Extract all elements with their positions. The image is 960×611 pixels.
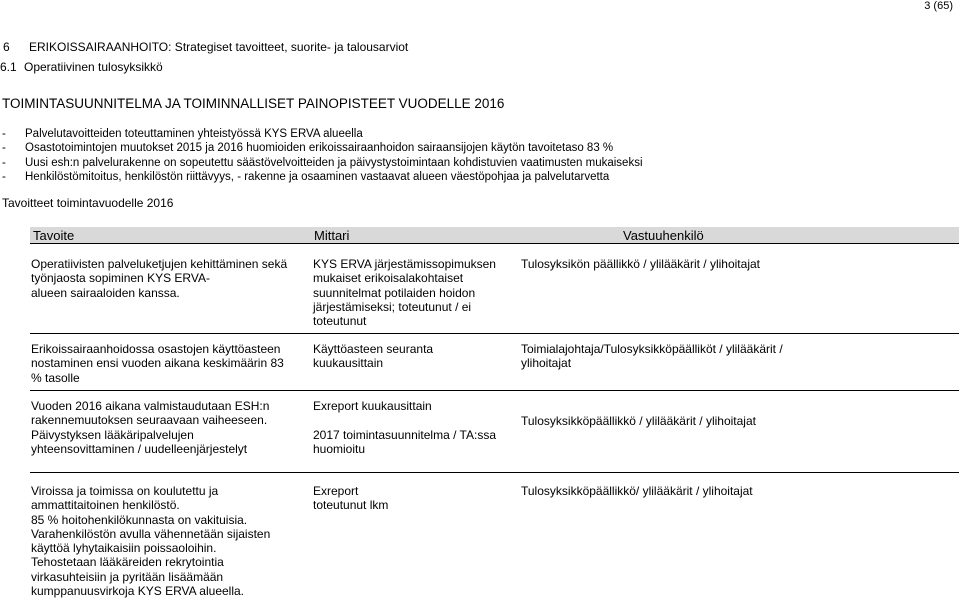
goals-title: Tavoitteet toimintavuodelle 2016: [2, 196, 174, 210]
priority-bullet-list: [2, 127, 643, 185]
list-item: - Palvelutavoitteiden toteuttaminen yhteistyössä KYS ERVA alueella: [2, 128, 363, 140]
list-item: - Osastotoimintojen muutokset 2015 ja 2016 huomioiden erikoissairaanhoidon sairaansijojen käytön tavoitetaso 83 %: [2, 142, 614, 155]
section-title: TOIMINTASUUNNITELMA JA TOIMINNALLISET PAINOPISTEET VUODELLE 2016: [2, 96, 505, 111]
table-row-3-meter: Exreport kuukausittain 2017 toimintasuunnitelma / TA:ssa huomioitu: [313, 399, 496, 456]
heading-level2: [0, 60, 163, 74]
table-header-background: [30, 227, 959, 243]
table-row-1-meter: KYS ERVA järjestämissopimuksen mukaiset erikoisalakohtaiset suunnitelmat potilaiden hoidon järjestämiseksi; toteutunut / ei toteutunut: [313, 257, 496, 329]
table-row-2-meter: Käyttöasteen seuranta kuukausittain: [313, 342, 434, 371]
heading-level1: [3, 40, 408, 54]
table-row-2-goal: Erikoissairaanhoidossa osastojen käyttöasteen nostaminen ensi vuoden aikana keskimäärin 83 % tasolle: [31, 342, 284, 385]
heading-level2-number: 6.1: [0, 60, 17, 74]
row-divider: [30, 243, 959, 244]
table-row-1-responsible: Tulosyksikön päällikkö / ylilääkärit / ylihoitajat: [521, 257, 760, 271]
table-header-responsible: Vastuuhenkilö: [623, 228, 704, 243]
row-divider: [30, 472, 959, 473]
heading-level2-text: Operatiivinen tulosyksikkö: [24, 60, 163, 74]
table-row-4-meter: Exreport toteutunut lkm: [313, 484, 389, 513]
row-divider: [30, 390, 959, 391]
list-item: - Uusi esh:n palvelurakenne on sopeutettu säästövelvoitteiden ja päivystystoimintaan kohdistuvien vaatimusten mukaiseksi: [2, 156, 643, 169]
table-row-3-goal: Vuoden 2016 aikana valmistaudutaan ESH:n rakennemuutoksen seuraavaan vaiheeseen. Päivystyksen lääkäripalvelujen yhteensovittaminen / uudelleenjärjestelyt: [31, 399, 270, 456]
table-row-1-goal: Operatiivisten palveluketjujen kehittäminen sekä työnjaosta sopiminen KYS ERVA- alueen sairaaloiden kanssa.: [31, 257, 288, 300]
table-row-4-goal: Viroissa ja toimissa on koulutettu ja ammattitaitoinen henkilöstö. 85 % hoitohenkilökunnasta on vakituisia. Varahenkilöstön avulla vähennetään sijaisten käyttöä lyhytaikaisiin poissaoloihin. Tehostetaan lääkäreiden rekrytointia virkasuhteisiin ja pyritään lisäämään kumppanuusvirkoja KYS ERVA alueella.: [31, 484, 271, 599]
heading-level1-number: 6: [3, 40, 10, 54]
table-row-3-responsible: Tulosyksikköpäällikkö / ylilääkärit / ylihoitajat: [521, 414, 756, 428]
heading-level1-text: ERIKOISSAIRAANHOITO: Strategiset tavoitteet, suorite- ja talousarviot: [29, 40, 409, 54]
page-number: 3 (65): [924, 0, 953, 12]
table-header-goal: Tavoite: [33, 228, 75, 243]
row-divider: [30, 333, 959, 334]
table-header-meter: Mittari: [314, 228, 350, 243]
list-item: - Henkilöstömitoitus, henkilöstön riittävyys, - rakenne ja osaaminen vastaavat alueen väestöpohjaa ja palvelutarvetta: [2, 171, 610, 184]
table-row-4-responsible: Tulosyksikköpäällikkö/ ylilääkärit / ylihoitajat: [521, 484, 753, 498]
table-row-2-responsible: Toimialajohtaja/Tulosyksikköpäälliköt / ylilääkärit / ylihoitajat: [521, 342, 783, 371]
